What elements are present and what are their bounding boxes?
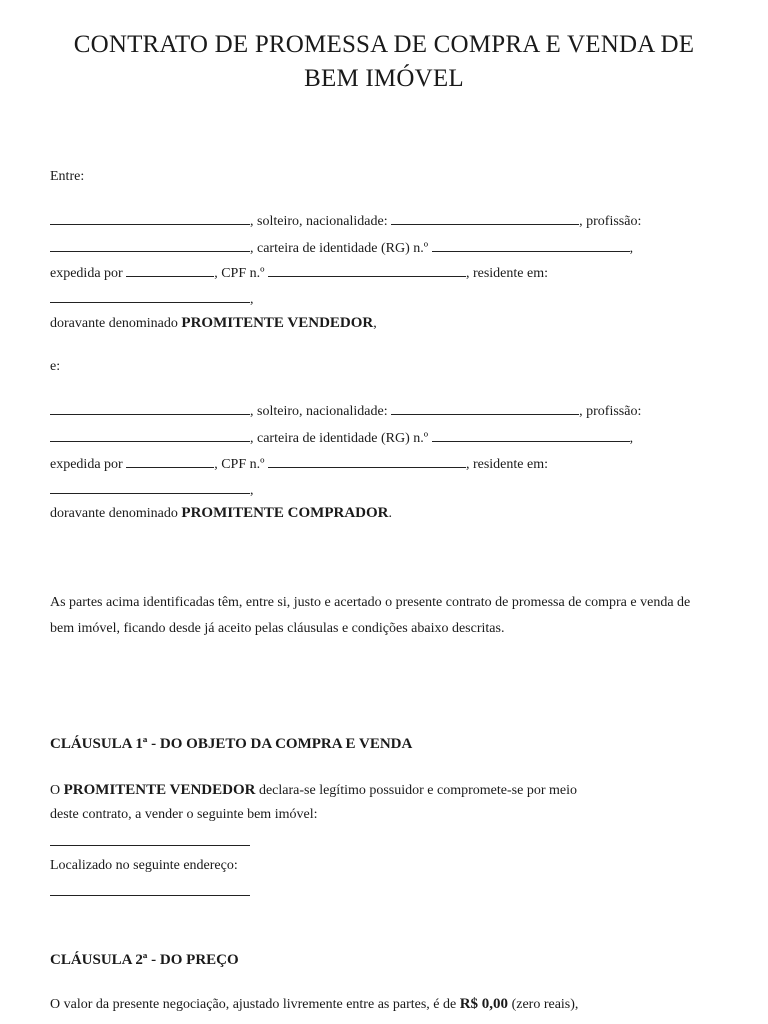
buyer-profissao-label: , profissão: <box>579 404 642 419</box>
document-title-line-2: BEM IMÓVEL <box>304 65 464 92</box>
property-description-blank[interactable] <box>50 833 250 846</box>
buyer-address-comma: , <box>250 483 254 498</box>
buyer-nationality-blank[interactable] <box>391 402 579 415</box>
buyer-prefix: doravante denominado <box>50 506 178 521</box>
clause-1-property-blank-row <box>50 833 250 852</box>
clause-2-line-1 <box>50 995 578 1014</box>
clause-2-amount-words: (zero reais), <box>511 997 579 1012</box>
buyer-line-4 <box>50 481 254 500</box>
seller-issuer-blank[interactable] <box>126 264 214 277</box>
clause-1-line-1 <box>50 781 577 800</box>
seller-solteiro-label: , solteiro, nacionalidade: <box>250 214 388 229</box>
buyer-address-blank[interactable] <box>50 481 250 494</box>
agreement-paragraph: As partes acima identificadas têm, entre si, justo e acertado o presente contrato de promessa de compra e venda de bem imóvel, ficando desde já aceito pelas cláusulas e condições abaixo descritas. <box>50 595 691 636</box>
clause-2-amount: R$ 0,00 <box>459 996 509 1012</box>
clause-2-heading: CLÁUSULA 2ª - DO PREÇO <box>50 952 239 968</box>
clause-1-seller-role: PROMITENTE VENDEDOR <box>63 782 256 798</box>
clause-1-prefix: O <box>50 783 61 798</box>
entre-label: Entre: <box>50 169 85 184</box>
seller-cpf-label: , CPF n.º <box>214 266 265 281</box>
buyer-residente-label: , residente em: <box>465 457 548 472</box>
buyer-cpf-blank[interactable] <box>268 455 466 468</box>
e-label: e: <box>50 359 61 374</box>
document-title-line-1: CONTRATO DE PROMESSA DE COMPRA E VENDA DE <box>73 31 695 58</box>
clause-1-line-2: deste contrato, a vender o seguinte bem imóvel: <box>50 807 318 822</box>
seller-profissao-label: , profissão: <box>579 214 642 229</box>
buyer-cpf-label: , CPF n.º <box>214 457 265 472</box>
seller-residente-label: , residente em: <box>465 266 548 281</box>
seller-carteira-label: , carteira de identidade (RG) n.º <box>250 241 429 256</box>
buyer-profession-blank[interactable] <box>50 429 250 442</box>
buyer-comma: , <box>629 431 634 446</box>
buyer-carteira-label: , carteira de identidade (RG) n.º <box>250 431 429 446</box>
clause-1-rest-1: declara-se legítimo possuidor e compromete-se por meio <box>258 783 577 798</box>
seller-profession-blank[interactable] <box>50 239 250 252</box>
seller-line-2 <box>50 239 633 258</box>
seller-comma: , <box>629 241 634 256</box>
buyer-line-1 <box>50 402 641 421</box>
clause-1-heading: CLÁUSULA 1ª - DO OBJETO DA COMPRA E VENDA <box>50 736 413 752</box>
buyer-role: PROMITENTE COMPRADOR <box>181 505 389 521</box>
seller-address-blank[interactable] <box>50 290 250 303</box>
seller-name-blank[interactable] <box>50 212 250 225</box>
buyer-expedida-label: expedida por <box>50 457 123 472</box>
seller-line-1 <box>50 212 641 231</box>
clause-1-address-blank-row <box>50 883 250 902</box>
clause-1-address-label: Localizado no seguinte endereço: <box>50 858 238 873</box>
seller-rg-blank[interactable] <box>432 239 630 252</box>
seller-role: PROMITENTE VENDEDOR <box>181 315 374 331</box>
seller-suffix: , <box>373 316 377 331</box>
buyer-solteiro-label: , solteiro, nacionalidade: <box>250 404 388 419</box>
property-address-blank[interactable] <box>50 883 250 896</box>
seller-address-comma: , <box>250 292 254 307</box>
seller-designation <box>50 314 377 333</box>
buyer-line-3 <box>50 455 548 474</box>
clause-2-prefix: O valor da presente negociação, ajustado livremente entre as partes, é de <box>50 997 457 1012</box>
seller-cpf-blank[interactable] <box>268 264 466 277</box>
seller-line-4 <box>50 290 254 309</box>
buyer-rg-blank[interactable] <box>432 429 630 442</box>
seller-prefix: doravante denominado <box>50 316 178 331</box>
buyer-line-2 <box>50 429 633 448</box>
seller-line-3 <box>50 264 548 283</box>
buyer-designation <box>50 504 392 523</box>
buyer-issuer-blank[interactable] <box>126 455 214 468</box>
buyer-name-blank[interactable] <box>50 402 250 415</box>
seller-expedida-label: expedida por <box>50 266 123 281</box>
buyer-suffix: . <box>388 506 392 521</box>
seller-nationality-blank[interactable] <box>391 212 579 225</box>
